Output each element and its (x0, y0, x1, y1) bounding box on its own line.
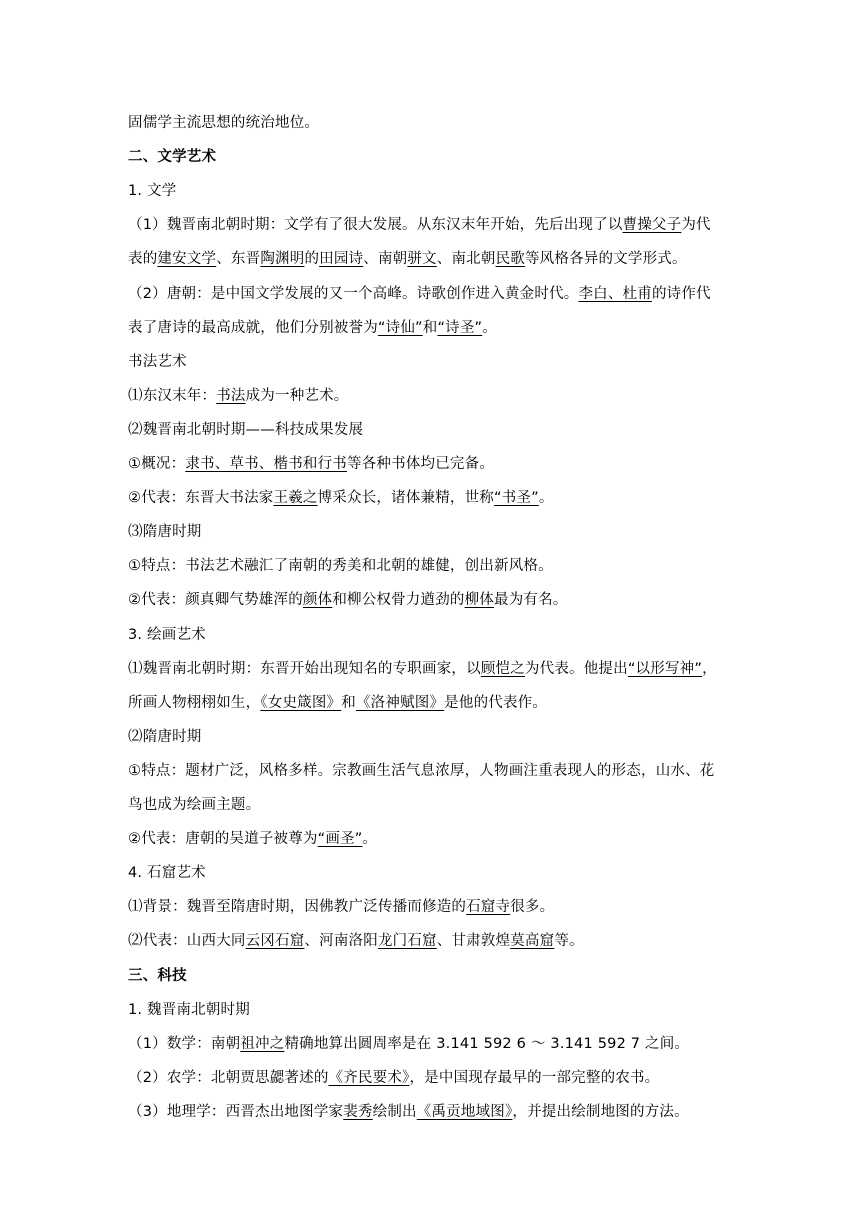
text-segment: 表了唐诗的最高成就，他们分别被誉为 (128, 319, 378, 336)
text-line (128, 1102, 689, 1122)
text-line (128, 727, 202, 747)
text-segment: 博采众长，诸体兼精，世称 (317, 490, 495, 507)
underlined-term: 龙门石窟 (377, 933, 437, 950)
text-segment: 等。 (554, 933, 584, 950)
text-segment: 三、科技 (128, 967, 187, 984)
text-segment: 绘制出 (372, 1103, 417, 1120)
text-line (128, 215, 711, 235)
text-segment: 书法艺术 (128, 353, 187, 370)
text-segment: 1. 文学 (128, 183, 177, 200)
underlined-term: 《洛神赋图》 (355, 694, 445, 711)
text-segment: 鸟也成为绘画主题。 (128, 797, 261, 813)
underlined-term: 石窟寺 (466, 899, 511, 916)
text-segment: 。 (362, 831, 378, 848)
text-segment: 所画人物栩栩如生， (128, 694, 261, 711)
text-line (128, 625, 206, 645)
text-segment: ⑴魏晋南北朝时期：东晋开始出现知名的专职画家，以 (128, 660, 481, 677)
text-segment: 为代表。他提出 (524, 660, 628, 677)
text-segment: ⑵隋唐时期 (128, 728, 202, 745)
underlined-term: 建安文学 (157, 251, 217, 268)
text-line (128, 318, 497, 338)
text-segment: 表的 (128, 251, 158, 268)
text-segment: ①特点：题材广泛，风格多样。宗教画生活气息浓厚，人物画注重表现人的形态，山水、花 (128, 762, 715, 779)
text-segment: 成为一种艺术。 (245, 387, 349, 404)
text-segment: 、河南洛阳 (304, 933, 378, 950)
text-line (128, 284, 711, 304)
text-line (128, 897, 554, 917)
text-segment: 等风格各异的文学形式。 (524, 251, 687, 268)
text-segment: ①概况： (128, 456, 186, 472)
text-line (128, 556, 553, 576)
text-segment: 是他的代表作。 (444, 694, 548, 711)
text-segment: ， (702, 660, 717, 677)
text-line (128, 659, 717, 679)
text-segment: 。 (538, 490, 554, 507)
section-heading (128, 966, 187, 986)
underlined-term: “以形写神” (627, 660, 703, 677)
text-segment: 精确地算出圆周率是在 3.141 592 6 ～ 3.141 592 7 之间。 (284, 1035, 690, 1052)
underlined-term: 书法 (216, 387, 246, 404)
text-segment: ②代表：唐朝的吴道子被尊为 (128, 831, 318, 848)
text-line (128, 761, 715, 781)
text-line (128, 1000, 250, 1020)
text-line (128, 386, 349, 406)
text-segment: （3）地理学：西晋杰出地图学家 (128, 1103, 344, 1120)
underlined-term: 云冈石窟 (245, 933, 305, 950)
text-segment: 的诗作代 (651, 285, 711, 302)
text-line (128, 863, 206, 883)
text-line (128, 352, 187, 372)
underlined-term: “画圣” (317, 831, 363, 848)
text-line (128, 249, 687, 269)
text-segment: 的 (304, 251, 320, 268)
text-segment: 固儒学主流思想的统治地位。 (128, 115, 320, 131)
text-segment: 、东晋 (216, 251, 261, 268)
underlined-term: “诗仙” (377, 319, 423, 336)
text-line (128, 488, 554, 508)
text-segment: ②代表：东晋大书法家 (128, 490, 274, 507)
text-segment: 3. 绘画艺术 (128, 626, 206, 643)
underlined-term: “诗圣” (437, 319, 483, 336)
text-segment: 等各种书体均已完备。 (347, 456, 495, 472)
text-line (128, 1034, 689, 1054)
underlined-term: 《禹贡地域图》 (416, 1103, 513, 1120)
underlined-term: 莫高窟 (510, 933, 555, 950)
underlined-term: 陶渊明 (260, 251, 305, 268)
text-segment: 。 (482, 319, 497, 336)
text-segment: 很多。 (510, 899, 555, 916)
text-segment: ，是中国现存最早的一部完整的农书。 (409, 1069, 660, 1086)
text-segment: 二、文学艺术 (128, 149, 217, 166)
text-line (128, 113, 319, 133)
text-segment: 和 (422, 319, 438, 336)
text-segment: 、甘肃敦煌 (436, 933, 511, 950)
text-segment: ⑵魏晋南北朝时期——科技成果发展 (128, 421, 364, 438)
text-segment: （1）魏晋南北朝时期：文学有了很大发展。从东汉末年开始，先后出现了以 (128, 217, 623, 234)
text-segment: 为代 (681, 217, 711, 234)
text-line (128, 420, 363, 440)
text-line (128, 829, 377, 849)
text-line (128, 931, 584, 951)
text-segment: ，并提出绘制地图的方法。 (512, 1103, 689, 1120)
underlined-term: 祖冲之 (240, 1035, 285, 1052)
text-line (128, 795, 260, 815)
text-segment: （1）数学：南朝 (128, 1035, 241, 1052)
text-line (128, 181, 176, 201)
text-segment: 1. 魏晋南北朝时期 (128, 1001, 250, 1018)
text-line (128, 454, 494, 474)
underlined-term: 曹操父子 (622, 217, 682, 234)
underlined-term: 王羲之 (273, 490, 318, 507)
underlined-term: 顾恺之 (480, 660, 525, 677)
text-segment: ⑴背景：魏晋至隋唐时期，因佛教广泛传播而修造的 (128, 899, 467, 916)
text-segment: ⑶隋唐时期 (128, 524, 202, 541)
text-line (128, 590, 568, 610)
text-segment: 和 (341, 694, 356, 711)
underlined-term: 裴秀 (343, 1103, 373, 1120)
text-segment: ⑵代表：山西大同 (128, 933, 246, 950)
underlined-term: 李白、杜甫 (578, 285, 652, 302)
text-segment: ②代表：颜真卿气势雄浑的 (128, 592, 303, 609)
underlined-term: 《齐民要术》 (328, 1069, 410, 1086)
section-heading (128, 147, 216, 167)
underlined-term: 民歌 (495, 251, 525, 268)
text-line (128, 693, 547, 713)
underlined-term: 《女史箴图》 (260, 694, 342, 711)
underlined-term: 隶书、草书、楷书和行书 (185, 456, 348, 472)
underlined-term: 颜体 (302, 592, 333, 609)
text-segment: 4. 石窟艺术 (128, 865, 206, 882)
text-segment: 和柳公权骨力遒劲的 (332, 592, 465, 609)
text-segment: 、南朝 (363, 251, 408, 268)
text-line (128, 522, 202, 542)
text-line (128, 1068, 659, 1088)
text-segment: 最为有名。 (494, 592, 568, 609)
text-segment: （2）农学：北朝贾思勰著述的 (128, 1069, 329, 1086)
underlined-term: 柳体 (464, 592, 495, 609)
text-segment: ⑴东汉末年： (128, 387, 217, 404)
underlined-term: “书圣” (494, 490, 539, 507)
text-segment: ①特点：书法艺术融汇了南朝的秀美和北朝的雄健，创出新风格。 (128, 558, 553, 575)
text-segment: （2）唐朝：是中国文学发展的又一个高峰。诗歌创作进入黄金时代。 (128, 285, 579, 302)
text-segment: 、南北朝 (436, 251, 496, 268)
underlined-term: 田园诗 (319, 251, 364, 268)
underlined-term: 骈文 (407, 251, 437, 268)
